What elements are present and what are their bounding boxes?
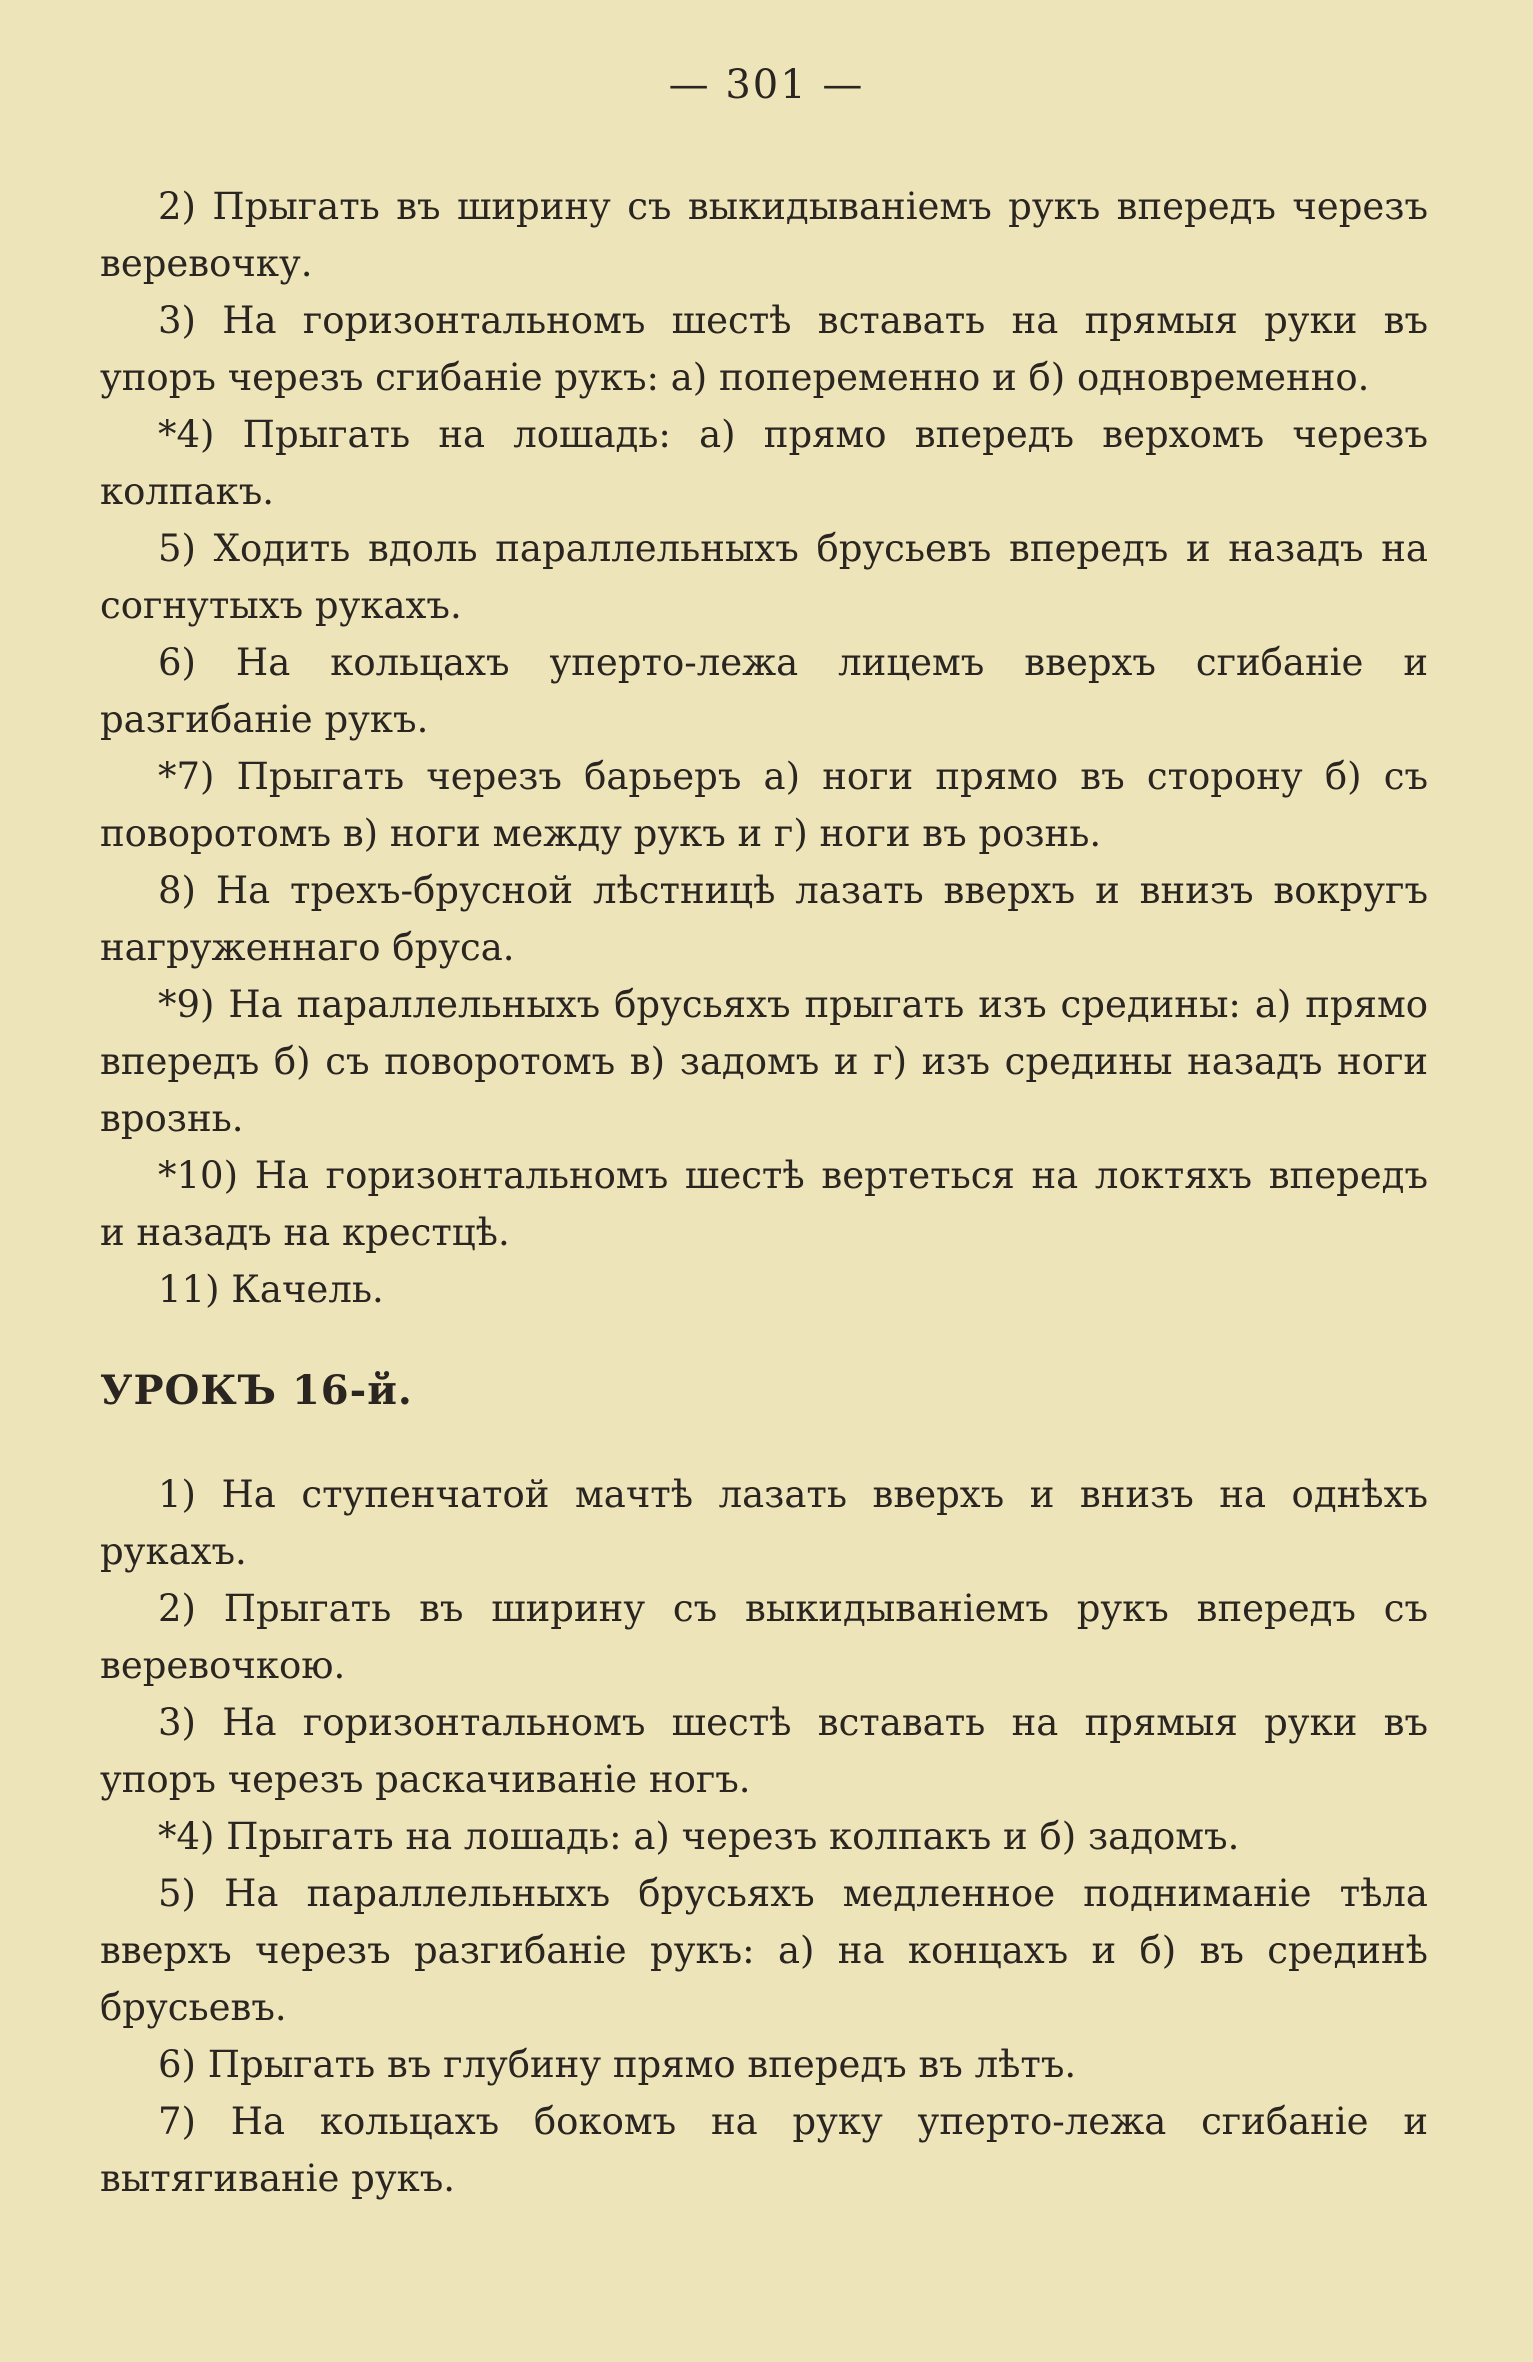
exercise-item: 5) На параллельныхъ брусьяхъ медленное подниманіе тѣла вверхъ черезъ разгибаніе рукъ: а) на концахъ и б) въ срединѣ брусьевъ. bbox=[100, 1872, 1428, 2029]
lesson-heading: УРОКЪ 16-й. bbox=[100, 1367, 413, 1414]
exercise-item: 11) Качель. bbox=[158, 1268, 384, 1311]
exercise-item: *4) Прыгать на лошадь: а) прямо впередъ верхомъ черезъ колпакъ. bbox=[100, 413, 1428, 513]
exercise-item: *10) На горизонтальномъ шестѣ вертеться на локтяхъ впередъ и назадъ на крестцѣ. bbox=[100, 1154, 1428, 1254]
exercise-item: 7) На кольцахъ бокомъ на руку уперто-лежа сгибаніе и вытягиваніе рукъ. bbox=[100, 2100, 1428, 2200]
exercise-item: 1) На ступенчатой мачтѣ лазать вверхъ и внизъ на однѣхъ рукахъ. bbox=[100, 1473, 1428, 1573]
exercise-item: 6) Прыгать въ глубину прямо впередъ въ лѣтъ. bbox=[158, 2043, 1077, 2086]
exercise-item: *4) Прыгать на лошадь: а) черезъ колпакъ и б) задомъ. bbox=[158, 1815, 1240, 1858]
exercise-item: *9) На параллельныхъ брусьяхъ прыгать изъ средины: а) прямо впередъ б) съ поворотомъ в) задомъ и г) изъ средины назадъ ноги врознь. bbox=[100, 983, 1428, 1140]
exercise-item: 2) Прыгать въ ширину съ выкидываніемъ рукъ впередъ съ веревочкою. bbox=[100, 1587, 1428, 1687]
exercise-item: 8) На трехъ-брусной лѣстницѣ лазать вверхъ и внизъ вокругъ нагруженнаго бруса. bbox=[100, 869, 1428, 969]
exercise-item: 6) На кольцахъ уперто-лежа лицемъ вверхъ сгибаніе и разгибаніе рукъ. bbox=[100, 641, 1428, 741]
exercise-item: 3) На горизонтальномъ шестѣ вставать на прямыя руки въ упоръ черезъ раскачиваніе ногъ. bbox=[100, 1701, 1428, 1801]
exercise-item: *7) Прыгать черезъ барьеръ а) ноги прямо въ сторону б) съ поворотомъ в) ноги между рукъ и г) ноги въ рознь. bbox=[100, 755, 1428, 855]
page-body bbox=[100, 178, 1428, 2207]
exercise-item: 3) На горизонтальномъ шестѣ вставать на прямыя руки въ упоръ черезъ сгибаніе рукъ: а) попеременно и б) одновременно. bbox=[100, 299, 1428, 399]
page-number: — 301 — bbox=[668, 62, 865, 108]
exercise-item: 5) Ходить вдоль параллельныхъ брусьевъ впередъ и назадъ на согнутыхъ рукахъ. bbox=[100, 527, 1428, 627]
exercise-item: 2) Прыгать въ ширину съ выкидываніемъ рукъ впередъ черезъ веревочку. bbox=[100, 185, 1428, 285]
